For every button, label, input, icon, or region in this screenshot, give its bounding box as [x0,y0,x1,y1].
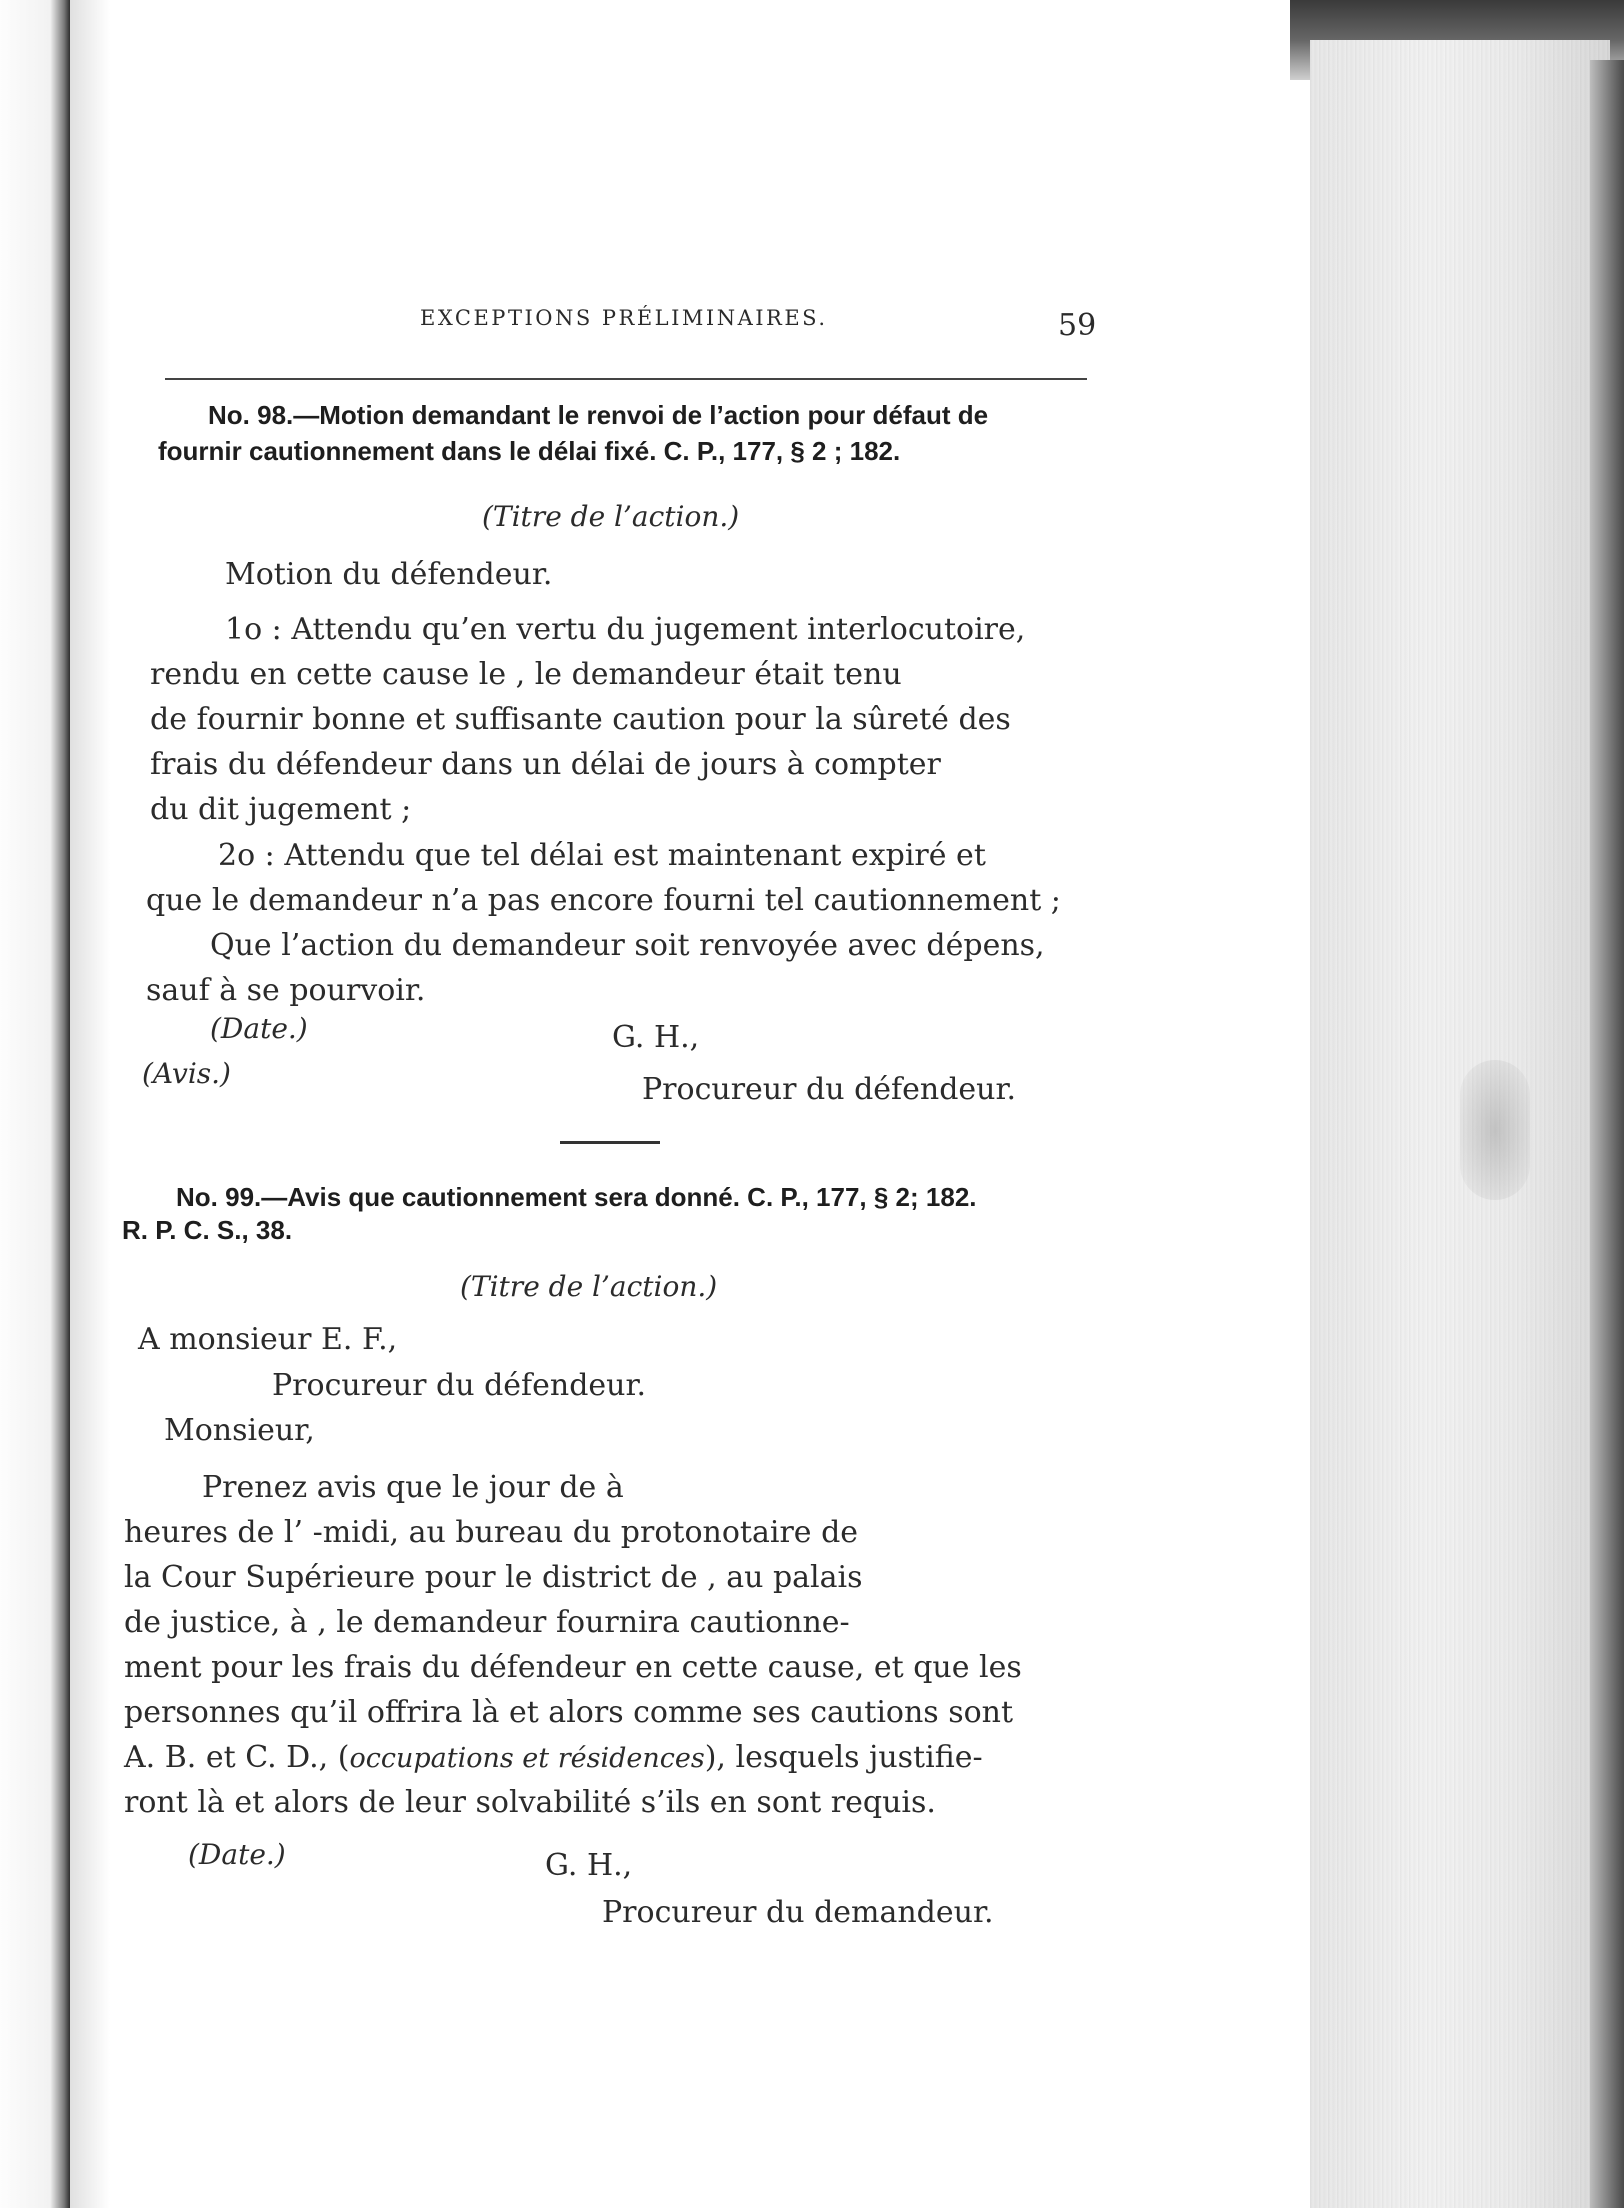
form98-signatory-title: Procureur du défendeur. [642,1072,1017,1107]
form99-line-8: ront là et alors de leur solvabilité s’ils en sont requis. [124,1785,936,1820]
form98-avis: (Avis.) [142,1057,231,1090]
form98-line: Que l’action du demandeur soit renvoyée avec dépens, [210,928,1045,963]
form99-line7-start: A. B. et C. D., ( [124,1740,350,1775]
running-head: EXCEPTIONS PRÉLIMINAIRES. [420,306,828,330]
form98-line: 2o : Attendu que tel délai est maintenant expiré et [218,838,986,873]
form99-line: la Cour Supérieure pour le district de , au palais [124,1560,863,1595]
form99-signatory-title: Procureur du demandeur. [602,1895,994,1930]
form99-title: (Titre de l’action.) [460,1270,718,1303]
form98-signature: G. H., [612,1020,700,1055]
header-rule [165,378,1087,380]
form99-signature: G. H., [545,1848,633,1883]
section-divider [560,1141,660,1144]
form99-line: Prenez avis que le jour de à [202,1470,624,1505]
form99-line-7 [124,1740,983,1775]
form98-line: du dit jugement ; [150,792,412,827]
form99-line7-italic: occupations et résidences [349,1743,705,1774]
form99-heading-line1: No. 99.—Avis que cautionnement sera donné. C. P., 177, § 2; 182. [176,1182,977,1212]
form98-line: Motion du défendeur. [225,557,553,592]
form99-line: ment pour les frais du défendeur en cette cause, et que les [124,1650,1022,1685]
book-edge-right [1590,60,1624,2208]
form99-addressee: A monsieur E. F., [138,1322,398,1357]
form99-heading-line2: R. P. C. S., 38. [122,1215,293,1245]
form98-line: de fournir bonne et suffisante caution pour la sûreté des [150,702,1011,737]
form98-line: frais du défendeur dans un délai de jours à compter [150,747,941,782]
form98-heading-line1: No. 98.—Motion demandant le renvoi de l’action pour défaut de [208,400,989,430]
page-stain [1460,1060,1530,1200]
page-number: 59 [1058,308,1097,343]
form99-salutation: Monsieur, [164,1413,315,1448]
form99-line: heures de l’ -midi, au bureau du protonotaire de [124,1515,859,1550]
form98-heading-line2: fournir cautionnement dans le délai fixé. C. P., 177, § 2 ; 182. [158,436,901,466]
form99-line7-end: ), lesquels justifie- [704,1740,983,1775]
form98-line: rendu en cette cause le , le demandeur était tenu [150,657,902,692]
form98-line: 1o : Attendu qu’en vertu du jugement interlocutoire, [225,612,1026,647]
form98-title: (Titre de l’action.) [482,500,740,533]
form99-line: personnes qu’il offrira là et alors comme ses cautions sont [124,1695,1014,1730]
form99-addressee-title: Procureur du défendeur. [272,1368,647,1403]
form98-line: que le demandeur n’a pas encore fourni tel cautionnement ; [146,883,1061,918]
form98-line: sauf à se pourvoir. [146,973,426,1008]
form99-line: de justice, à , le demandeur fournira cautionne- [124,1605,850,1640]
form99-date: (Date.) [188,1838,286,1871]
form98-date: (Date.) [210,1012,308,1045]
